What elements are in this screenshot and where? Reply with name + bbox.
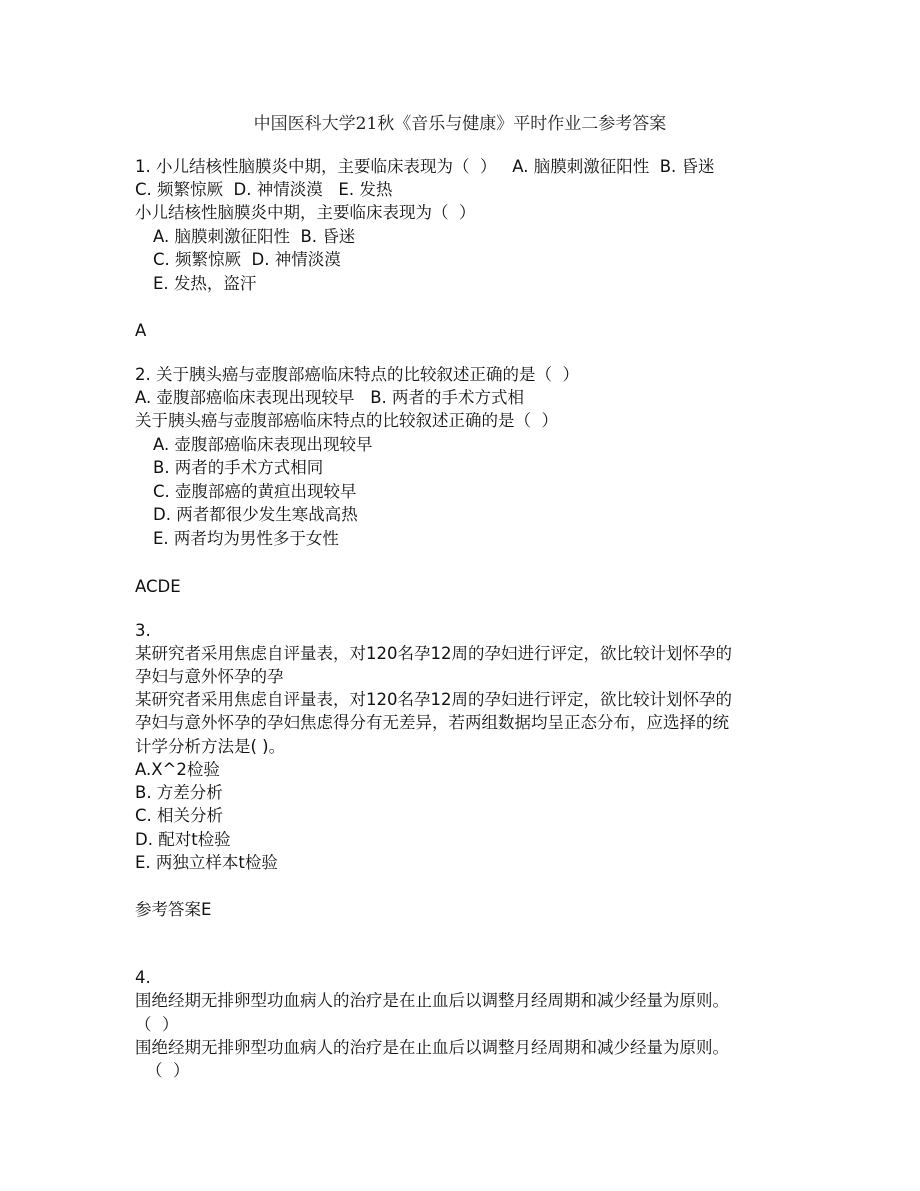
- q4-number: 4.: [135, 968, 151, 987]
- q2-option-d: D. 两者都很少发生寒战高热: [153, 505, 358, 524]
- q3-question-line3: 计学分析方法是( )。: [135, 737, 286, 756]
- q2-option-c: C. 壶腹部癌的黄疸出现较早: [153, 482, 357, 501]
- q1-answer: A: [135, 321, 147, 340]
- q1-question: 小儿结核性脑膜炎中期，主要临床表现为（ ）: [135, 203, 476, 222]
- q1-stem: 1. 小儿结核性脑膜炎中期，主要临床表现为（ ） A. 脑膜刺激征阳性 B. 昏迷: [135, 157, 715, 176]
- q3-stem-line1: 某研究者采用焦虑自评量表，对120名孕12周的孕妇进行评定，欲比较计划怀孕的: [135, 644, 732, 663]
- q2-option-a: A. 壶腹部癌临床表现出现较早: [153, 435, 373, 454]
- q2-option-b: B. 两者的手术方式相同: [153, 458, 324, 477]
- q4-question: 围绝经期无排卵型功血病人的治疗是在止血后以调整月经周期和减少经量为原则。: [135, 1038, 729, 1057]
- q1-option-cd: C. 频繁惊厥 D. 神情淡漠: [153, 250, 341, 269]
- q3-question-line2: 孕妇与意外怀孕的孕妇焦虑得分有无差异，若两组数据均呈正态分布，应选择的统: [135, 713, 729, 732]
- q4-stem: 围绝经期无排卵型功血病人的治疗是在止血后以调整月经周期和减少经量为原则。: [135, 991, 729, 1010]
- q4-question-parens: （ ）: [146, 1061, 190, 1080]
- q2-options-inline: A. 壶腹部癌临床表现出现较早 B. 两者的手术方式相: [135, 388, 525, 407]
- q3-stem-line2: 孕妇与意外怀孕的孕: [135, 667, 284, 686]
- q3-option-e: E. 两独立样本t检验: [135, 853, 278, 872]
- q3-option-c: C. 相关分析: [135, 806, 224, 825]
- q3-option-a: A.X^2检验: [135, 760, 220, 779]
- q2-option-e: E. 两者均为男性多于女性: [153, 529, 339, 548]
- q3-number: 3.: [135, 621, 151, 640]
- q2-answer: ACDE: [135, 577, 181, 596]
- q2-stem: 2. 关于胰头癌与壶腹部癌临床特点的比较叙述正确的是（ ）: [135, 365, 579, 384]
- q2-question: 关于胰头癌与壶腹部癌临床特点的比较叙述正确的是（ ）: [135, 411, 558, 430]
- q1-option-e: E. 发热，盗汗: [153, 274, 257, 293]
- q3-question-line1: 某研究者采用焦虑自评量表，对120名孕12周的孕妇进行评定，欲比较计划怀孕的: [135, 690, 732, 709]
- q1-options-inline: C. 频繁惊厥 D. 神情淡漠 E. 发热: [135, 180, 393, 199]
- q3-answer: 参考答案E: [135, 900, 212, 919]
- q1-option-ab: A. 脑膜刺激征阳性 B. 昏迷: [153, 227, 356, 246]
- page-title: 中国医科大学21秋《音乐与健康》平时作业二参考答案: [253, 114, 667, 134]
- q4-stem-parens: （ ）: [135, 1015, 179, 1034]
- q3-option-b: B. 方差分析: [135, 783, 223, 802]
- q3-option-d: D. 配对t检验: [135, 830, 231, 849]
